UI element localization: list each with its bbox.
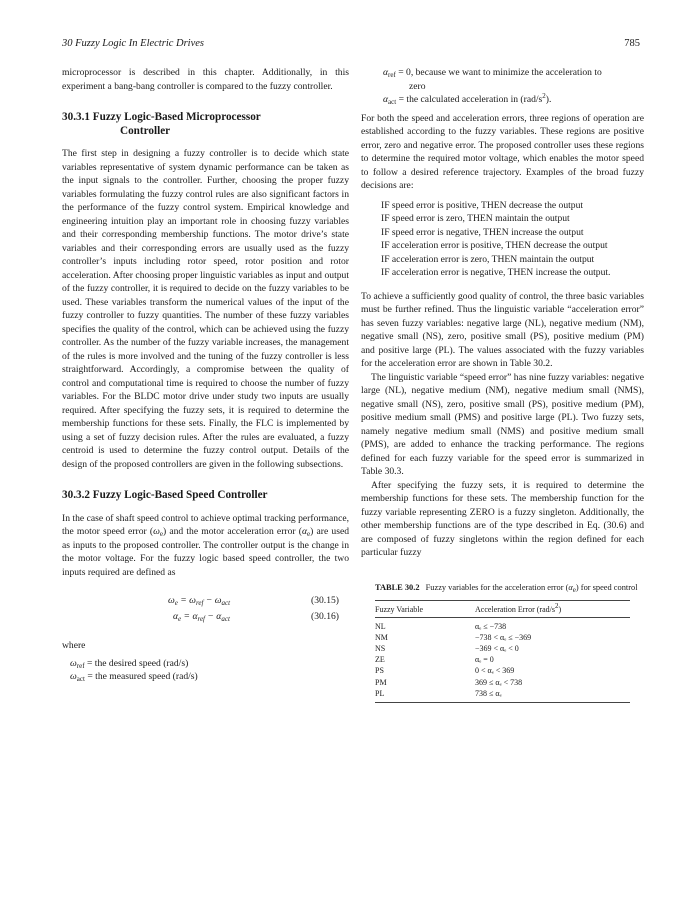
section-heading-30-3-2: 30.3.2 Fuzzy Logic-Based Speed Controller (62, 489, 268, 501)
definition-a-act: $\alpha_{act}$ = the calculated acceleration in $(rad/s^2)$. (383, 92, 552, 106)
table-30-2 (375, 600, 630, 703)
column-header: Acceleration Error $(rad/s^2)$ (475, 600, 630, 617)
section-30-3-1-body: The first step in designing a fuzzy controller is to decide which state variables representative of system dynamic performance can be taken as the input signals to the controller. Further, choosing the proper fuzzy variables formulating the fuzzy control rules are also significant factors in the performance of the fuzzy control system. Empirical knowledge and engineering intuition play an important role in choosing fuzzy variables and their corresponding membership functions. The motor drive’s state variables and their corresponding errors are usually used as the fuzzy controller’s inputs including rotor speed, rotor position and rotor acceleration. After choosing proper linguistic variables as input and output of the fuzzy controller, it is required to decide on the fuzzy variables to be used. These variables transform the numerical values of the input of the fuzzy controller to fuzzy quantities. The number of these fuzzy variables specifies the quality of the control, which can be achieved using the fuzzy controller. As the number of the fuzzy variable increases, the management of the rules is more involved and the tuning of the fuzzy controller is less straightforward. Accordingly, a compromise between the quality of control and computational time is required to choose the number of fuzzy variables. For the BLDC motor drive under study two inputs are usually required. After specifying the fuzzy sets, it is required to determine the membership functions for these sets. Finally, the FLC is implemented by using a set of fuzzy decision rules. After the rules are evaluated, a fuzzy centroid is used to determine the fuzzy control output. Details of the design of the proposed controllers are given in the following subsections. (62, 148, 349, 470)
fuzzy-rules-list (361, 199, 644, 280)
equation-30-15: $\omega_e = \omega_{ref} - \omega_{act}$ (30.15) (168, 595, 339, 607)
equation-number: (30.15) (311, 595, 339, 606)
range-cell: −738 < αₑ ≤ −369 (475, 632, 532, 642)
definition-w-ref: $\omega_{ref}$ = the desired speed (rad/s) (70, 657, 189, 670)
sec2-text-b: ) and the motor acceleration error ( (162, 526, 302, 537)
where-label: where (62, 640, 86, 651)
regions-paragraph: For both the speed and acceleration errors, three regions of operation are established according to the fuzzy variables. These regions are positive error, zero and negative error. The proposed controller uses these regions to determine the required motor voltage, which enables the motor speed to follow a desired reference trajectory. Examples of the broad fuzzy decisions are: (361, 112, 644, 191)
definition-text: = the desired speed (rad/s) (86, 657, 189, 669)
fuzzy-rule: IF speed error is negative, THEN increase the output (381, 226, 584, 238)
section-30-3-2-body: In the case of shaft speed control to achieve optimal tracking performance, the motor speed error $(\omega_e)$ and the motor acceleration error $(\alpha_e)$ are used as inputs to the proposed controller. The controller output is the change in the motor voltage. For the fuzzy logic based speed controller, the two inputs required are defined as (62, 512, 349, 578)
fuzzy-variable-cell: PL (375, 688, 475, 702)
equation-30-16: $\alpha_e = \alpha_{ref} - \alpha_{act}$ (30.16) (173, 611, 339, 623)
table-header-row (375, 600, 630, 617)
table-label: TABLE 30.2 (375, 582, 420, 592)
left-column (62, 66, 349, 684)
fuzzy-rule: IF speed error is positive, THEN decrease the output (381, 199, 584, 211)
sec2-text-c: ) are used as inputs to the proposed controller. The controller output is the change in the motor voltage. For the fuzzy logic based speed controller, the two inputs required are defined as (62, 526, 349, 578)
fuzzy-rule: IF speed error is zero, THEN maintain the output (381, 213, 570, 224)
acceleration-definitions (361, 66, 644, 107)
intro-paragraph: microprocessor is described in this chapter. Additionally, in this experiment a bang-bang controller is compared to the fuzzy controller. (62, 67, 349, 92)
fuzzy-rule: IF acceleration error is negative, THEN increase the output. (381, 267, 611, 278)
section-heading-line-2: Controller (120, 124, 171, 137)
fuzzy-variable-cell: NS (375, 643, 386, 653)
table-row (375, 655, 630, 666)
range-cell: αₑ ≤ −738 (475, 621, 507, 631)
range-cell: αₑ = 0 (475, 655, 494, 665)
fuzzy-rule: IF acceleration error is zero, THEN maintain the output (381, 253, 595, 265)
column-header-text: Acceleration Error (rad/s (475, 604, 555, 614)
fuzzy-variable-cell: ZE (375, 655, 385, 665)
table-caption: TABLE 30.2 Fuzzy variables for the acceleration error $(\alpha_e)$ for speed control (375, 582, 638, 594)
running-header: 30 Fuzzy Logic In Electric Drives (62, 38, 205, 49)
speed-variables-paragraph: The linguistic variable “speed error” has nine fuzzy variables: negative large (NL), negative medium (NM), negative medium small (NMS), negative small (NS), zero, positive small (PS), positive medium (PM), positive medium small (PMS) and positive large (PL). Two fuzzy sets, namely negative medium small (NMS) and positive medium small (PMS), are added to enhance the tracking performance. The regions defined for each fuzzy variable for the speed error is summarized in Table 30.3. (361, 371, 644, 477)
table-row (375, 688, 630, 702)
variable-definitions (62, 657, 349, 684)
table-row (375, 632, 630, 643)
caption-text: Fuzzy variables for the acceleration error ( (425, 582, 569, 592)
right-column (361, 66, 644, 703)
caption-text: ) for speed control (575, 582, 638, 592)
range-cell: 369 ≤ αₑ < 738 (475, 677, 523, 687)
range-cell: 0 < αₑ < 369 (475, 666, 515, 676)
page-number: 785 (624, 38, 640, 49)
fuzzy-variable-cell: NL (375, 621, 386, 631)
equation-number: (30.16) (311, 611, 339, 622)
section-heading-30-3-1 (62, 111, 349, 138)
table-row (375, 677, 630, 688)
acceleration-variables-paragraph: To achieve a sufficiently good quality of control, the three basic variables must be further refined. Thus the linguistic variable “acceleration error” has seven fuzzy variables: negative large (NL), negative medium (NM), negative small (NS), zero, positive small (PS), positive medium (PM) and positive large (PL). The values associated with the fuzzy variables for the acceleration error are shown in Table 30.2. (361, 290, 644, 369)
range-cell: 738 ≤ αₑ (475, 688, 630, 702)
table-row (375, 617, 630, 632)
fuzzy-variable-cell: PM (375, 677, 387, 687)
definition-text: = the calculated acceleration in (rad/s (398, 94, 543, 105)
definition-a-ref: $\alpha_{ref} = 0$, because we want to minimize the acceleration to zero (383, 66, 644, 93)
membership-paragraph: After specifying the fuzzy sets, it is required to determine the membership functions for these sets. The membership function for the fuzzy variable representing ZERO is a fuzzy singleton. Additionally, the other membership functions are of the type described in Eq. (30.6) and are composed of fuzzy singletons within the region defined for each particular fuzzy (361, 479, 644, 558)
definition-text-wrap: zero (409, 80, 426, 92)
fuzzy-rule: IF acceleration error is positive, THEN decrease the output (381, 240, 608, 251)
sec2-text-a: In the case of shaft speed control to achieve optimal tracking performance, the motor speed error ( (62, 512, 349, 537)
range-cell: −369 < αₑ < 0 (475, 643, 519, 653)
fuzzy-variable-cell: NM (375, 632, 388, 642)
table-row (375, 666, 630, 677)
table-row (375, 643, 630, 654)
section-heading-line-1: 30.3.1 Fuzzy Logic-Based Microprocessor (62, 111, 261, 123)
column-header: Fuzzy Variable (375, 600, 475, 617)
definition-w-act: $\omega_{act}$ = the measured speed (rad/s) (70, 671, 198, 683)
definition-text: = the measured speed (rad/s) (87, 671, 198, 682)
definition-text: = 0, because we want to minimize the acceleration to (398, 67, 602, 78)
fuzzy-variable-cell: PS (375, 666, 384, 676)
